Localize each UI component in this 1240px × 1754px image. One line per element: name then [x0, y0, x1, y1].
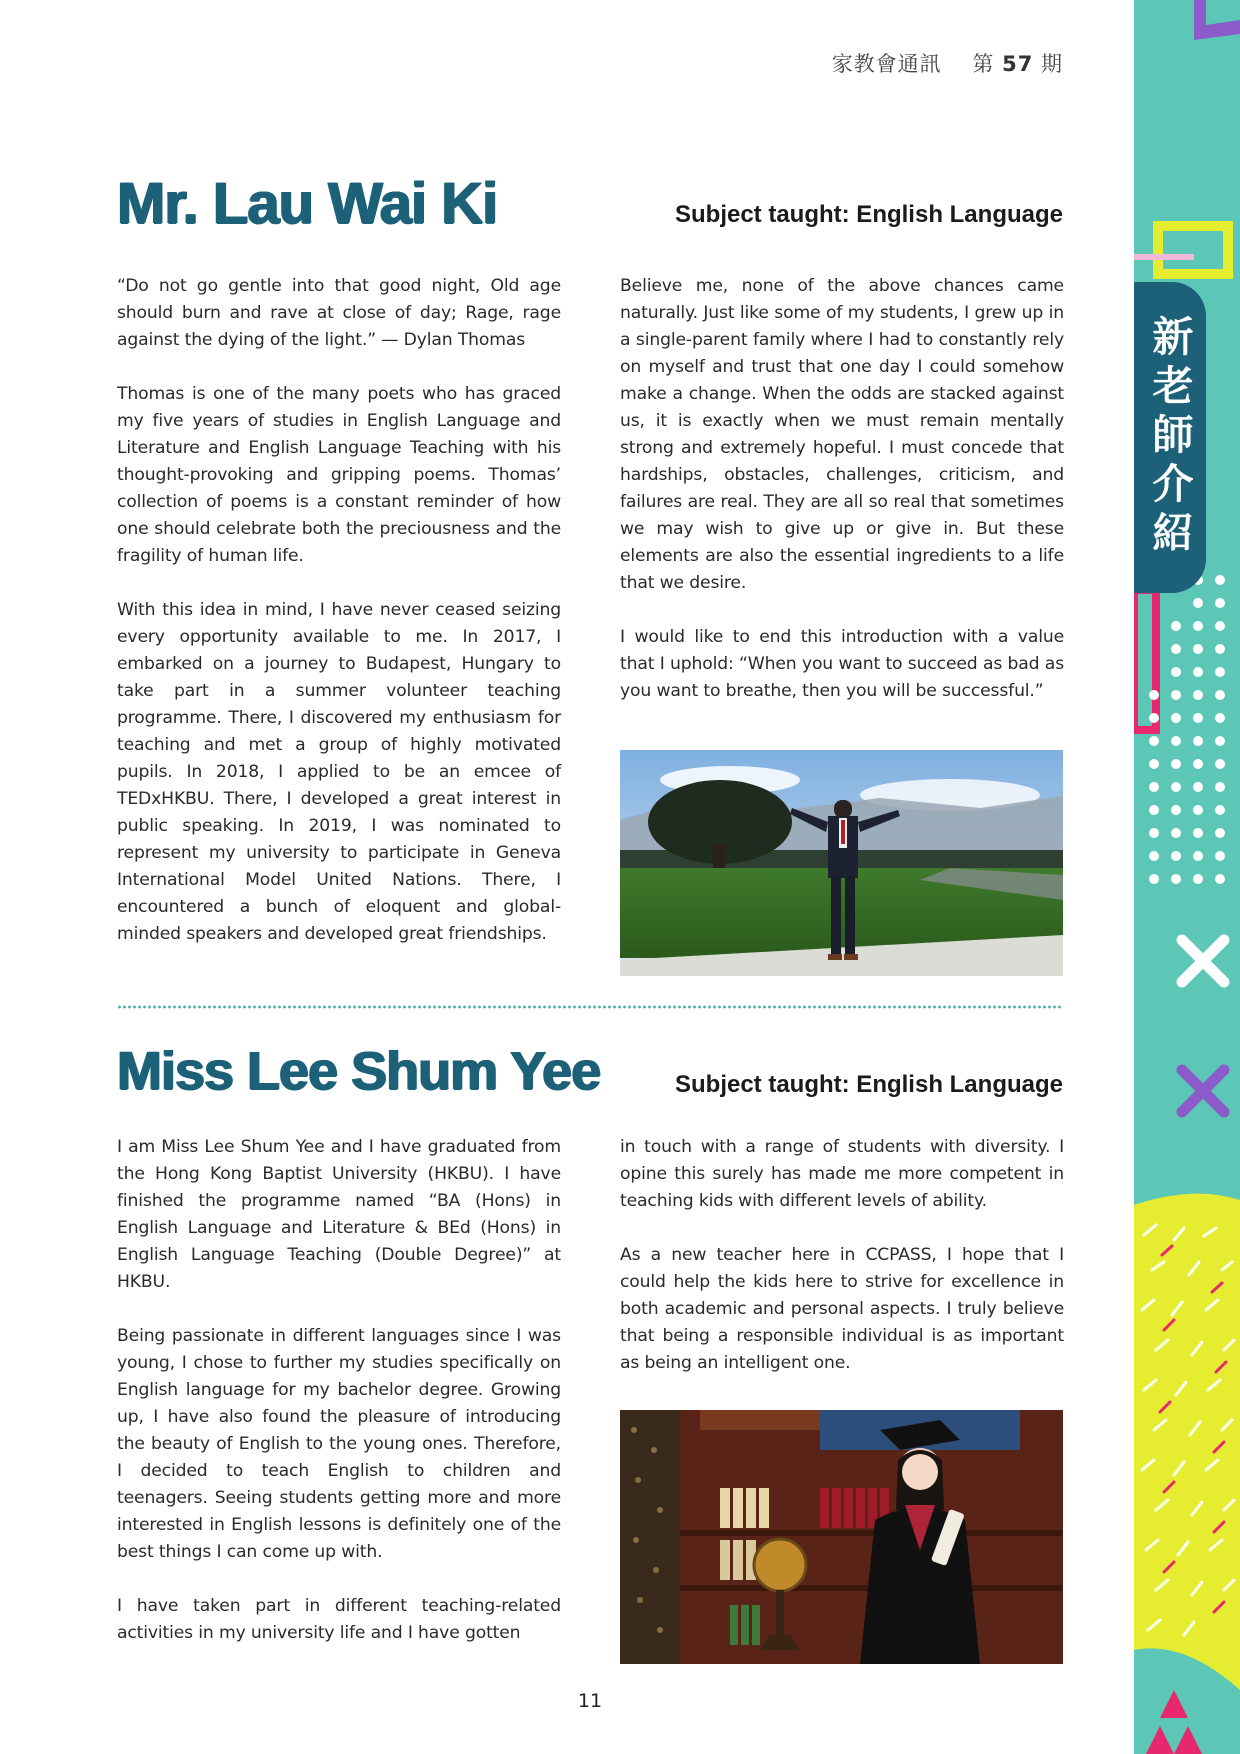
- section-label-tab: [1134, 282, 1206, 593]
- teacher-1-column-right: [620, 273, 1064, 732]
- teacher-1-paragraph: I would like to end this introduction with a value that I uphold: “When you want to succeed as bad as you want to breathe, then you will be successful.”: [620, 627, 1064, 701]
- teacher-2-paragraph: Being passionate in different languages since I was young, I chose to further my studies specifically on English language for my bachelor degree. Growing up, I have also found the pleasure of introducing the beauty of English to the young ones. Therefore, I decided to teach English to children and teenagers. Seeing students getting more and more interested in English lessons is definitely one of the best things I can come up with.: [117, 1326, 561, 1562]
- header: [832, 48, 1063, 78]
- decorative-sidebar: [1134, 0, 1240, 1754]
- issue-number: 57: [1002, 52, 1034, 76]
- teacher-1-subject: Subject taught: English Language: [674, 201, 1063, 228]
- teacher-2-subject: Subject taught: English Language: [674, 1071, 1063, 1098]
- publication-title: 家教會通訊: [831, 52, 942, 76]
- teacher-1-quote: “Do not go gentle into that good night, Old age should burn and rave at close of day; Rage, rage against the dying of the light.” — Dylan Thomas: [117, 276, 561, 350]
- teacher-2-paragraph: in touch with a range of students with diversity. I opine this surely has made me more competent in teaching kids with different levels of ability.: [620, 1137, 1064, 1211]
- issue-suffix: 期: [1041, 52, 1063, 76]
- teacher-2-column-right: [620, 1134, 1064, 1404]
- teacher-1-paragraph: Thomas is one of the many poets who has graced my five years of studies in English Language and Literature and English Language Teaching with his thought-provoking and gripping poems. Thomas’ collection of poems is a constant reminder of how one should celebrate both the preciousness and the fragility of human life.: [117, 384, 561, 566]
- section-divider: [117, 1004, 1063, 1010]
- page-number: 11: [577, 1690, 603, 1712]
- teacher-1-paragraph: With this idea in mind, I have never ceased seizing every opportunity available to me. In 2017, I embarked on a journey to Budapest, Hungary to take part in a summer volunteer teaching programme. There, I discovered my enthusiasm for teaching and met a group of highly motivated pupils. In 2018, I applied to be an emcee of TEDxHKBU. There, I developed a great interest in public speaking. In 2019, I was nominated to represent my university to participate in Geneva International Model United Nations. There, I encountered a bunch of eloquent and global-minded speakers and developed great friendships.: [117, 600, 561, 944]
- issue-prefix: 第: [972, 52, 995, 76]
- teacher-2-paragraph: I have taken part in different teaching-related activities in my university life and I have gotten: [117, 1596, 561, 1643]
- teacher-1-name: Mr. Lau Wai Ki: [117, 171, 498, 236]
- teacher-2-paragraph: As a new teacher here in CCPASS, I hope that I could help the kids here to strive for excellence in both academic and personal aspects. I truly believe that being a responsible individual is as important as being an intelligent one.: [620, 1245, 1064, 1373]
- teacher-1-column-left: [117, 273, 561, 975]
- teacher-2-column-left: [117, 1134, 561, 1674]
- teacher-2-name: Miss Lee Shum Yee: [117, 1041, 601, 1101]
- teacher-2-photo: [620, 1410, 1063, 1664]
- teacher-2-paragraph: I am Miss Lee Shum Yee and I have graduated from the Hong Kong Baptist University (HKBU). I have finished the programme named “BA (Hons) in English Language and Literature & BEd (Hons) in English Language Teaching (Double Degree)” at HKBU.: [117, 1137, 561, 1292]
- teacher-1-paragraph: Believe me, none of the above chances came naturally. Just like some of my students, I grew up in a single-parent family where I had to constantly rely on myself and trust that one day I could somehow make a change. When the odds are stacked against us, it is exactly when we must remain mentally strong and extremely hopeful. I must concede that hardships, obstacles, challenges, criticism, and failures are real. They are all so real that sometimes we may wish to give up or give in. But these elements are also the essential ingredients to a life that we desire.: [620, 276, 1064, 593]
- teacher-1-photo: [620, 750, 1063, 976]
- section-label: 新老師介紹: [1145, 315, 1194, 560]
